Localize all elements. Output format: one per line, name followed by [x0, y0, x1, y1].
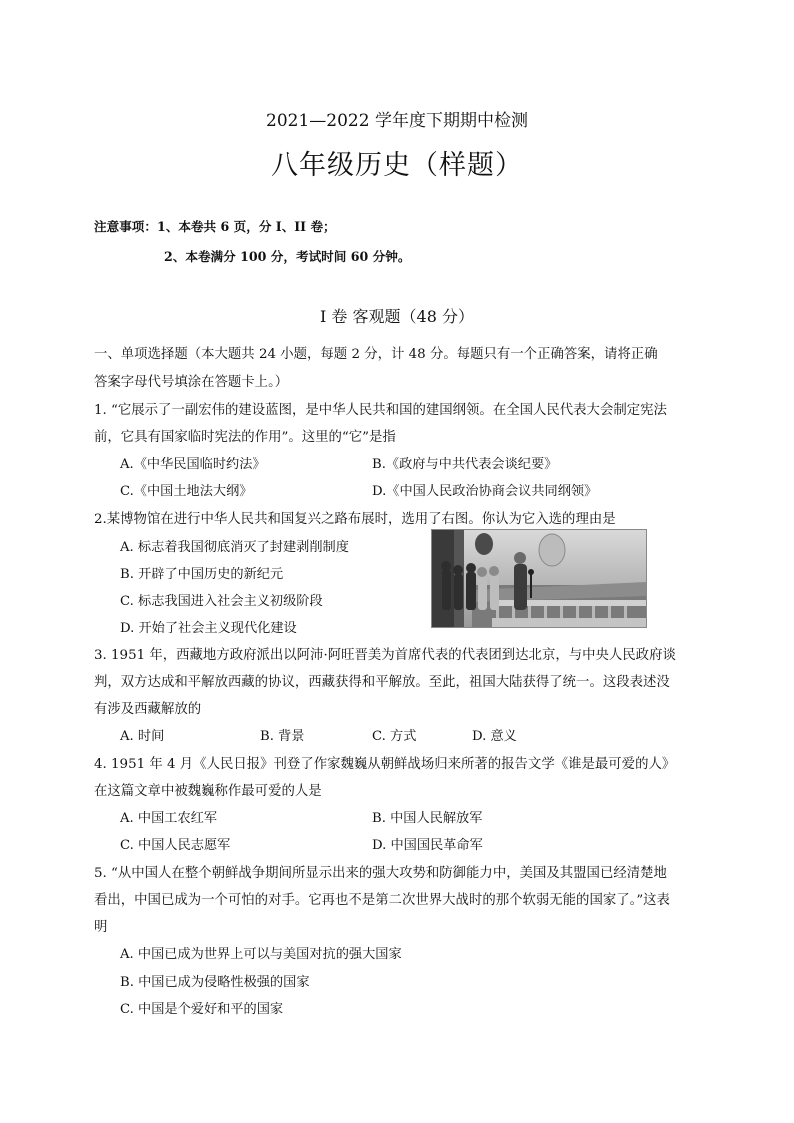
q2-option-d: D. 开始了社会主义现代化建设: [120, 621, 297, 636]
q1-option-a: A.《中华民国临时约法》: [120, 457, 266, 472]
q4-option-a: A. 中国工农红军: [120, 811, 218, 826]
q4-option-b: B. 中国人民解放军: [372, 811, 483, 826]
q2-option-a: A. 标志着我国彻底消灭了封建剥削制度: [120, 540, 349, 555]
q5-option-b: B. 中国已成为侵略性极强的国家: [120, 975, 310, 990]
q2-option-c: C. 标志我国进入社会主义初级阶段: [120, 594, 323, 609]
q3-stem-line-2: 判，双方达成和平解放西藏的协议，西藏获得和平解放。至此，祖国大陆获得了统一。这段表述没: [94, 675, 670, 690]
q5-option-a: A. 中国已成为世界上可以与美国对抗的强大国家: [120, 947, 402, 962]
exam-title-year: 2021—2022 学年度下期期中检测: [266, 111, 528, 131]
founding-ceremony-photo: [431, 529, 647, 628]
exam-title-subject: 八年级历史（样题）: [271, 150, 523, 181]
q5-stem-line-1: 5. “从中国人在整个朝鲜战争期间所显示出来的强大攻势和防御能力中，美国及其盟国已经清楚地: [94, 866, 667, 881]
q4-stem-line-1: 4. 1951 年 4 月《人民日报》刊登了作家魏巍从朝鲜战场归来所著的报告文学《谁是最可爱的人》: [94, 757, 676, 772]
founding-ceremony-image: [432, 530, 646, 627]
q3-stem-line-3: 有涉及西藏解放的: [94, 702, 202, 717]
q1-stem-line-1: 1. “它展示了一副宏伟的建设蓝图，是中华人民共和国的建国纲领。在全国人民代表大会制定宪法: [94, 403, 667, 418]
q5-option-c: C. 中国是个爱好和平的国家: [120, 1002, 284, 1017]
q5-stem-line-2: 看出，中国已成为一个可怕的对手。它再也不是第二次世界大战时的那个软弱无能的国家了。”这表: [94, 893, 670, 908]
notes-line-2: 2、本卷满分 100 分，考试时间 60 分钟。: [164, 249, 411, 264]
q1-option-d: D.《中国人民政治协商会议共同纲领》: [372, 484, 598, 499]
q1-option-c: C.《中国土地法大纲》: [120, 484, 253, 499]
q3-option-a: A. 时间: [120, 729, 165, 744]
q3-stem-line-1: 3. 1951 年，西藏地方政府派出以阿沛·阿旺晋美为首席代表的代表团到达北京，与中央人民政府谈: [94, 648, 676, 663]
instructions-line-1: 一、单项选择题（本大题共 24 小题，每题 2 分，计 48 分。每题只有一个正确答案，请将正确: [94, 347, 658, 362]
q3-option-c: C. 方式: [372, 729, 417, 744]
q3-option-d: D. 意义: [472, 729, 517, 744]
q5-stem-line-3: 明: [94, 920, 108, 935]
q1-stem-line-2: 前，它具有国家临时宪法的作用”。这里的“它”是指: [94, 430, 396, 445]
q4-option-c: C. 中国人民志愿军: [120, 838, 231, 853]
instructions-line-2: 答案字母代号填涂在答题卡上。）: [94, 375, 289, 390]
q4-option-d: D. 中国国民革命军: [372, 838, 483, 853]
q3-option-b: B. 背景: [260, 729, 305, 744]
section-title: I 卷 客观题（48 分）: [320, 307, 474, 326]
q2-stem-line-1: 2.某博物馆在进行中华人民共和国复兴之路布展时，选用了右图。你认为它入选的理由是: [94, 512, 616, 527]
notes-line-1: 注意事项：1、本卷共 6 页，分 I、II 卷；: [94, 219, 336, 234]
q4-stem-line-2: 在这篇文章中被魏巍称作最可爱的人是: [94, 784, 322, 799]
q2-option-b: B. 开辟了中国历史的新纪元: [120, 567, 284, 582]
q1-option-b: B.《政府与中共代表会谈纪要》: [372, 457, 558, 472]
